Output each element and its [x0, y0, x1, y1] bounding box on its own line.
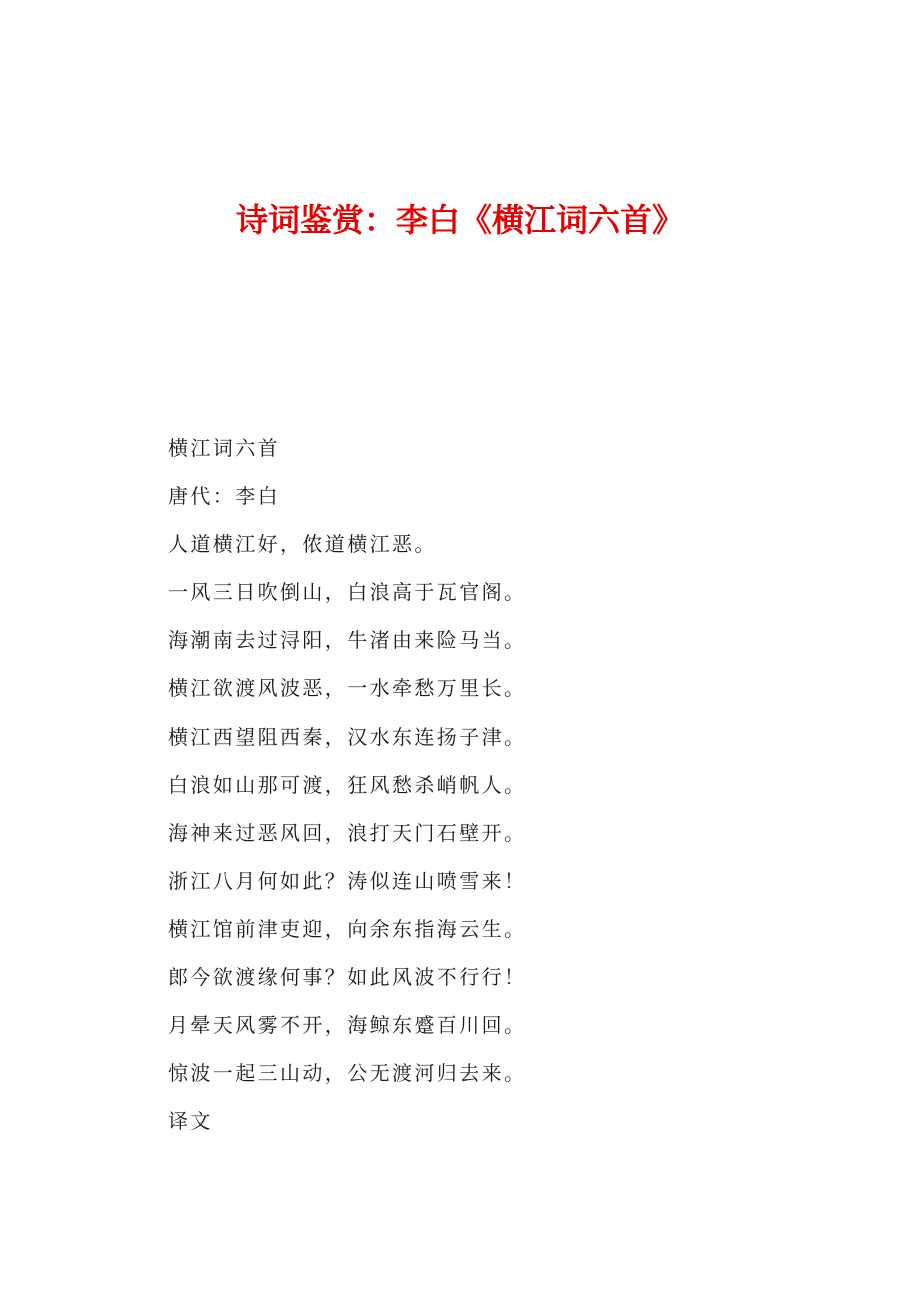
text-line: 一风三日吹倒山，白浪高于瓦官阁。 — [168, 580, 527, 605]
text-line: 郎今欲渡缘何事？如此风波不行行！ — [168, 965, 527, 990]
text-line-translation-heading: 译文 — [168, 1109, 213, 1134]
text-line: 横江欲渡风波恶，一水牵愁万里长。 — [168, 676, 527, 701]
text-line: 海神来过恶风回，浪打天门石壁开。 — [168, 820, 527, 845]
text-line: 浙江八月何如此？涛似连山喷雪来！ — [168, 868, 527, 893]
text-line: 横江西望阻西秦，汉水东连扬子津。 — [168, 724, 527, 749]
text-line: 人道横江好，侬道横江恶。 — [168, 532, 437, 557]
text-line: 惊波一起三山动，公无渡河归去来。 — [168, 1061, 527, 1086]
text-line: 白浪如山那可渡，狂风愁杀峭帆人。 — [168, 772, 527, 797]
document-body — [168, 424, 768, 1145]
text-line: 月晕天风雾不开，海鲸东蹙百川回。 — [168, 1013, 527, 1038]
text-line-author: 唐代：李白 — [168, 484, 280, 509]
document-title: 诗词鉴赏：李白《横江词六首》 — [235, 201, 684, 239]
text-line-poem-title: 横江词六首 — [168, 436, 280, 460]
text-line: 横江馆前津吏迎，向余东指海云生。 — [168, 916, 527, 941]
text-line: 海潮南去过浔阳，牛渚由来险马当。 — [168, 628, 527, 653]
